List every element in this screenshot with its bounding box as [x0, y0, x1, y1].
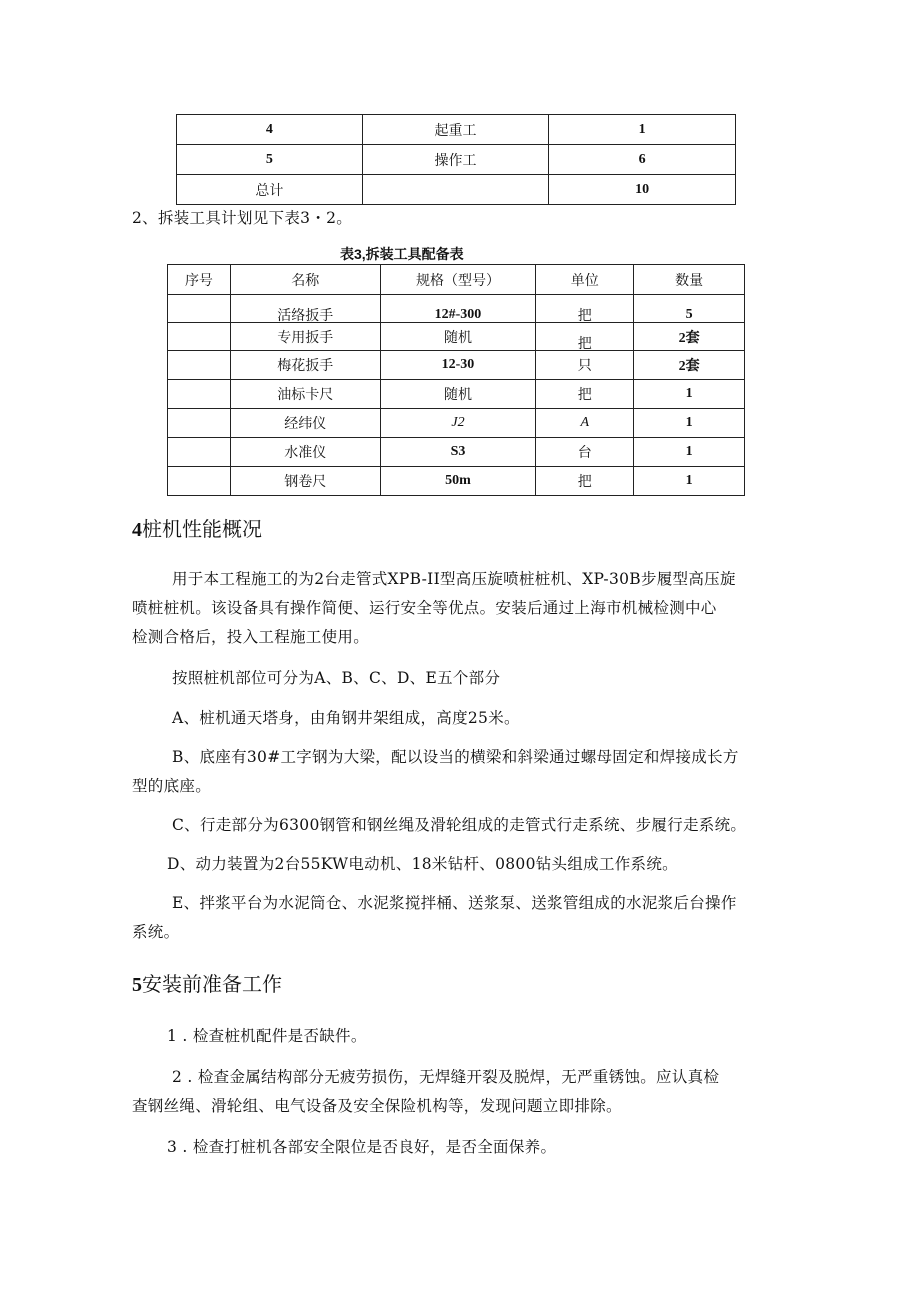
table-cell: 1 [634, 409, 745, 438]
table-cell: 随机 [380, 380, 536, 409]
table-caption: 表3,拆装工具配备表 [340, 246, 464, 262]
table-cell: 4 [177, 115, 363, 145]
table-cell [380, 295, 536, 323]
paragraph: 检测合格后，投入工程施工使用。 [132, 628, 370, 646]
paragraph: B、底座有30#工字钢为大梁，配以设当的横梁和斜梁通过螺母固定和焊接成长方 [172, 748, 739, 766]
table-cell: 台 [536, 438, 634, 467]
table-row [168, 438, 745, 467]
paragraph: 用于本工程施工的为2台走管式XPB-II型高压旋喷桩桩机、XP-30B步履型高压旋 [172, 570, 736, 588]
cell-text: 12#-300 [434, 306, 482, 322]
table-cell: 5 [177, 145, 363, 175]
table-cell: 专用扳手 [230, 323, 380, 351]
section-4-heading [132, 515, 262, 544]
table-cell [168, 438, 231, 467]
table-cell: 油标卡尺 [230, 380, 380, 409]
table-cell [168, 351, 231, 380]
table-cell: 1 [549, 115, 736, 145]
table-cell [536, 295, 634, 323]
table-cell: 梅花扳手 [230, 351, 380, 380]
table-cell: 2套 [634, 351, 745, 380]
table-row [177, 175, 736, 205]
table-cell: S3 [380, 438, 536, 467]
paragraph: D、动力装置为2台55KW电动机、18米钻杆、0800钻头组成工作系统。 [167, 855, 678, 873]
section-5-heading [132, 970, 282, 999]
cell-text: 把 [577, 307, 592, 324]
table-row [168, 467, 745, 496]
table-row [168, 409, 745, 438]
table-cell: 2套 [634, 323, 745, 351]
header-cell: 单位 [536, 265, 634, 295]
table-cell: 12-30 [380, 351, 536, 380]
table-cell [168, 295, 231, 323]
table-row [168, 351, 745, 380]
table-cell: 把 [536, 380, 634, 409]
table-header-row [168, 265, 745, 295]
paragraph: 系统。 [132, 923, 180, 941]
list-item: 2 . 检查金属结构部分无疲劳损伤，无焊缝开裂及脱焊，无严重锈蚀。应认真检 [172, 1068, 720, 1086]
cell-text: 活络扳手 [277, 307, 334, 324]
header-cell: 序号 [168, 265, 231, 295]
table-cell: 50m [380, 467, 536, 496]
table-cell: 起重工 [362, 115, 549, 145]
header-cell: 名称 [230, 265, 380, 295]
section-title: 桩机性能概况 [142, 517, 262, 541]
header-cell: 数量 [634, 265, 745, 295]
list-item: 查钢丝绳、滑轮组、电气设备及安全保险机构等，发现问题立即排除。 [132, 1097, 622, 1115]
section-title: 安装前准备工作 [142, 972, 282, 996]
paragraph: C、行走部分为6300钢管和钢丝绳及滑轮组成的走管式行走系统、步履行走系统。 [172, 816, 747, 834]
table-cell [536, 323, 634, 351]
paragraph: A、桩机通天塔身，由角钢井架组成，高度25米。 [172, 709, 520, 727]
table-cell [168, 467, 231, 496]
table-cell [168, 323, 231, 351]
table-cell: 把 [536, 467, 634, 496]
section-number: 5 [132, 974, 142, 996]
list-item: 1 . 检查桩机配件是否缺件。 [167, 1027, 367, 1045]
table-cell [168, 380, 231, 409]
table-cell: 10 [549, 175, 736, 205]
staff-table [176, 114, 736, 205]
table-row [168, 323, 745, 351]
table-cell: 操作工 [362, 145, 549, 175]
table-cell: 总计 [177, 175, 363, 205]
table-cell: 1 [634, 438, 745, 467]
tools-table [167, 264, 745, 496]
cell-text: 5 [685, 306, 693, 322]
list-item: 3 . 检查打桩机各部安全限位是否良好，是否全面保养。 [167, 1138, 557, 1156]
table-cell: 只 [536, 351, 634, 380]
table-cell: 经纬仪 [230, 409, 380, 438]
table-row [177, 115, 736, 145]
table-cell: 6 [549, 145, 736, 175]
cell-text: 把 [577, 335, 592, 352]
table-row [177, 145, 736, 175]
table-cell: 水准仪 [230, 438, 380, 467]
section-number: 4 [132, 519, 142, 541]
paragraph: E、拌浆平台为水泥筒仓、水泥浆搅拌桶、送浆泵、送浆管组成的水泥浆后台操作 [172, 894, 737, 912]
table-cell [168, 409, 231, 438]
table-cell [634, 295, 745, 323]
table-row [168, 380, 745, 409]
table-cell: A [536, 409, 634, 438]
paragraph: 喷桩桩机。该设备具有操作简便、运行安全等优点。安装后通过上海市机械检测中心 [132, 599, 717, 617]
paragraph: 型的底座。 [132, 777, 212, 795]
table-cell: J2 [380, 409, 536, 438]
table-cell [230, 295, 380, 323]
tools-plan-line: 2、拆装工具计划见下表3・2。 [132, 209, 353, 227]
paragraph: 按照桩机部位可分为A、B、C、D、E五个部分 [172, 669, 501, 687]
table-cell: 钢卷尺 [230, 467, 380, 496]
table-row [168, 295, 745, 323]
table-cell: 1 [634, 380, 745, 409]
header-cell: 规格（型号） [380, 265, 536, 295]
table-cell: 随机 [380, 323, 536, 351]
table-cell: 1 [634, 467, 745, 496]
table-cell [362, 175, 549, 205]
